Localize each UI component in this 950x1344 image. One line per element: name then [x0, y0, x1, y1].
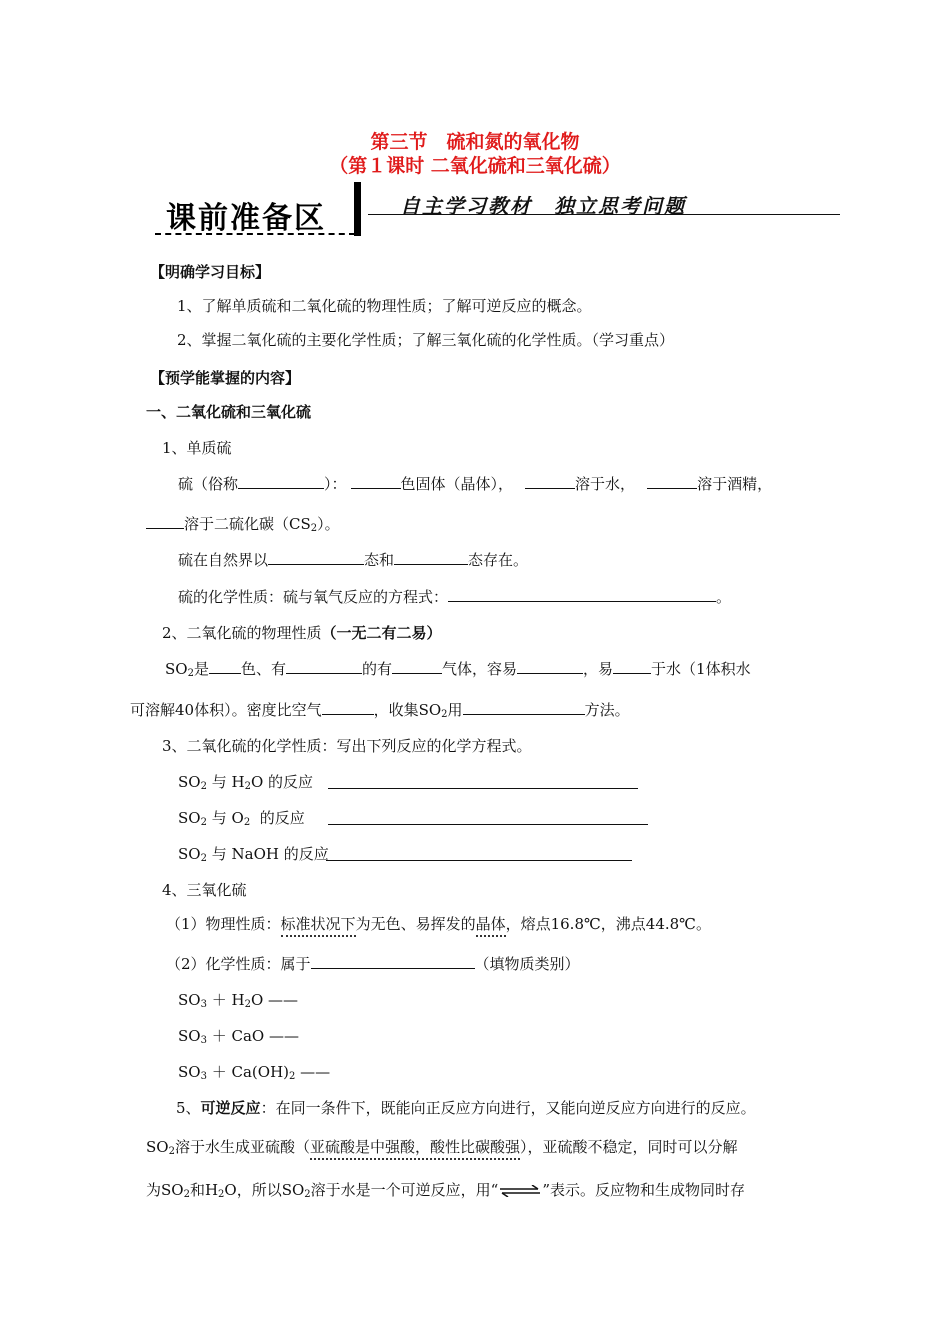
equation-line: $SO_3 + Ca(OH)_2$ —— — [178, 1063, 331, 1082]
banner-bar-divider — [354, 182, 361, 236]
answer-line — [328, 788, 638, 789]
goal-item: 1、了解单质硫和二氧化硫的物理性质；了解可逆反应的概念。 — [177, 297, 592, 315]
preview-header: 【预学能掌握的内容】 — [150, 369, 301, 387]
banner-dashed-divider — [155, 233, 355, 235]
fill-line: 硫（俗称 ）： 色固体（晶体）， 溶于水， 溶于酒精， — [178, 475, 773, 493]
reversible-arrow-icon — [498, 1185, 542, 1197]
equation-line: $SO_3 + H_2O$ —— — [178, 991, 299, 1010]
answer-line — [328, 824, 648, 825]
section-heading: 一、二氧化硫和三氧化硫 — [146, 403, 312, 421]
banner-motto: 自主学习教材 独立思考问题 — [400, 194, 686, 218]
goal-item: 2、掌握二氧化硫的主要化学性质；了解三氧化硫的化学性质。（学习重点） — [177, 331, 675, 349]
reaction-line: $SO_2$ 与 NaOH 的反应 — [178, 845, 329, 864]
subsection-title: 2、二氧化硫的物理性质（一无二有二易） — [162, 624, 442, 642]
fill-line: 硫在自然界以 态和 态存在。 — [178, 551, 529, 569]
page-title: 第三节 硫和氮的氧化物 — [370, 131, 580, 153]
property-line: （2）化学性质：属于 （填物质类别） — [166, 955, 580, 973]
page-subtitle: （第１课时 二氧化硫和三氧化硫） — [329, 155, 621, 177]
fill-line: 溶于二硫化碳$(CS_2)$。 — [146, 514, 340, 539]
subsection-title: 1、单质硫 — [162, 439, 232, 457]
reaction-line: $SO_2$ 与 $H_2O$ 的反应 — [178, 773, 314, 792]
paragraph-line: 为$SO_2$和$H_2O$，所以$SO_2$溶于水是一个可逆反应，用“ ”表示。反应物和生成物同时存 — [146, 1181, 746, 1200]
reaction-line: $SO_2$ 与 $O_2$ 的反应 — [178, 809, 305, 828]
answer-line — [326, 860, 632, 861]
banner-underline — [368, 214, 840, 215]
subsection-title: 3、二氧化硫的化学性质：写出下列反应的化学方程式。 — [162, 737, 532, 755]
banner-label: 课前准备区 — [166, 201, 326, 236]
subsection-title: 4、三氧化硫 — [162, 881, 247, 899]
goals-header: 【明确学习目标】 — [150, 263, 271, 281]
definition-line: 5、可逆反应：在同一条件下，既能向正反应方向进行，又能向逆反应方向进行的反应。 — [176, 1099, 756, 1117]
equation-line: $SO_3$ ＋ CaO —— — [178, 1027, 299, 1046]
paragraph-line: $SO_2$溶于水生成亚硫酸（亚硫酸是中强酸，酸性比碳酸强），亚硫酸不稳定，同时可以分解 — [146, 1137, 738, 1162]
property-line: （1）物理性质：标准状况下为无色、易挥发的晶体，熔点16.8℃，沸点44.8℃。 — [166, 914, 711, 934]
fill-line: 可溶解40体积）。密度比空气 ，收集$SO_2$用 方法。 — [130, 701, 630, 720]
fill-line: 硫的化学性质：硫与氧气反应的方程式： 。 — [178, 588, 732, 606]
fill-line: $SO_2$是 色、有 的有 气体，容易 ，易 于水（1体积水 — [165, 660, 751, 679]
